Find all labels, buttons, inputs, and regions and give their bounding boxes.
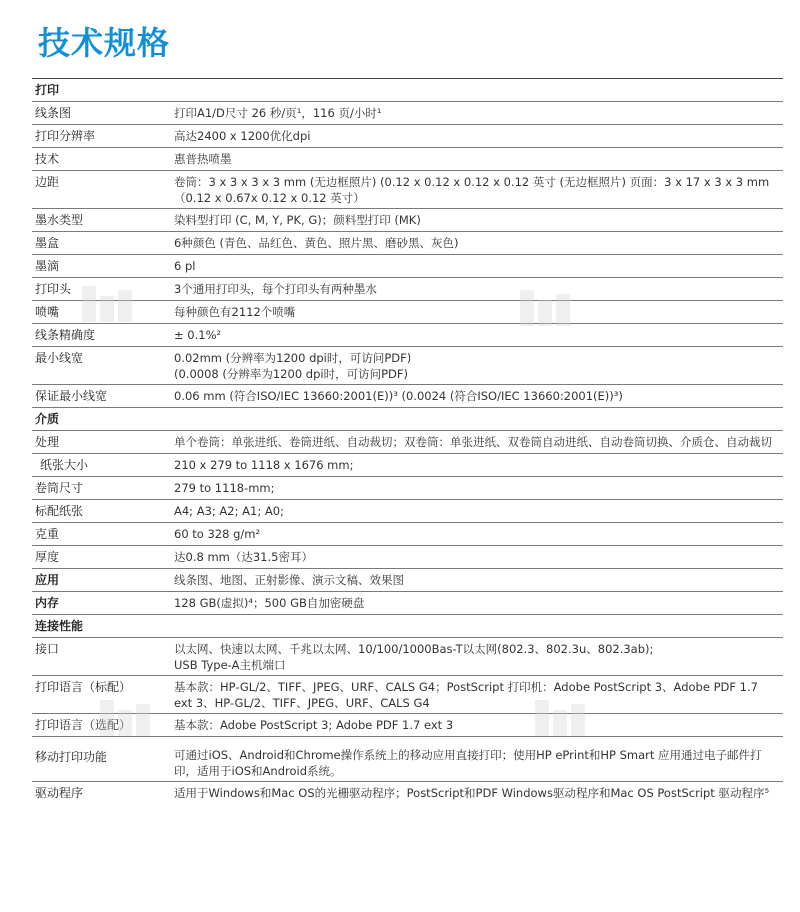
spec-value: 0.02mm (分辨率为1200 dpi时，可访问PDF) (0.0008 (分辨率为1200 dpi时，可访问PDF) — [174, 351, 412, 381]
spec-value: 6 pl — [174, 259, 196, 273]
spec-value: 适用于Windows和Mac OS的光栅驱动程序；PostScript和PDF Windows驱动程序和Mac OS PostScript 驱动程序⁵ — [174, 786, 770, 800]
spec-label: 接口 — [35, 642, 60, 656]
spec-value: 6种颜色 (青色、品红色、黄色、照片黑、磨砂黑、灰色) — [174, 236, 459, 250]
spec-row — [32, 102, 783, 125]
spec-label: 驱动程序 — [35, 786, 84, 800]
spec-label: 打印语言（标配） — [35, 680, 132, 694]
spec-value: 以太网、快速以太网、千兆以太网、10/100/1000Bas-T以太网(802.3、802.3u、802.3ab); USB Type-A主机端口 — [174, 642, 654, 672]
section-row — [32, 569, 783, 592]
spec-value: 基本款：Adobe PostScript 3; Adobe PDF 1.7 ext 3 — [174, 718, 454, 732]
spec-label: 厚度 — [35, 550, 60, 564]
spec-value: 279 to 1118-mm; — [174, 481, 275, 495]
spec-table — [32, 78, 783, 805]
section-label: 连接性能 — [35, 619, 84, 633]
spec-row — [32, 523, 783, 546]
spec-label: 打印头 — [35, 282, 72, 296]
spec-row — [32, 676, 783, 714]
spec-row — [32, 209, 783, 232]
spec-row — [32, 255, 783, 278]
spec-label: 墨水类型 — [35, 213, 84, 227]
spec-label: 线条图 — [35, 106, 72, 120]
section-row — [32, 408, 783, 431]
spec-row — [32, 232, 783, 255]
spec-value: 染料型打印 (C, M, Y, PK, G)；颜料型打印 (MK) — [174, 213, 421, 227]
spec-value: 3个通用打印头，每个打印头有两种墨水 — [174, 282, 377, 296]
spec-row — [32, 301, 783, 324]
spec-row — [32, 477, 783, 500]
spec-value: 达0.8 mm（达31.5密耳） — [174, 550, 313, 564]
spec-label: 打印分辨率 — [35, 129, 96, 143]
spec-value: 基本款：HP-GL/2、TIFF、JPEG、URF、CALS G4；PostScript 打印机：Adobe PostScript 3、Adobe PDF 1.7 ext 3、HP-GL/2、TIFF、JPEG、URF、CALS G4 — [174, 680, 758, 710]
spec-value: 惠普热喷墨 — [174, 152, 232, 166]
spec-label: 处理 — [35, 435, 60, 449]
spec-value — [172, 615, 783, 637]
section-row — [32, 592, 783, 615]
spec-label: 标配纸张 — [35, 504, 84, 518]
section-label: 打印 — [35, 83, 60, 97]
spec-row — [32, 782, 783, 805]
spec-row — [32, 454, 783, 477]
spec-label: 技术 — [35, 152, 60, 166]
spec-label: 保证最小线宽 — [35, 389, 108, 403]
spec-label: 墨盒 — [35, 236, 60, 250]
spec-row — [32, 638, 783, 676]
spec-row — [32, 714, 783, 737]
spec-row — [32, 500, 783, 523]
spec-label: 最小线宽 — [35, 351, 84, 365]
spec-row — [32, 148, 783, 171]
spec-row — [32, 324, 783, 347]
page-title: 技术规格 — [38, 24, 171, 62]
spec-value — [172, 408, 783, 430]
spec-row — [32, 431, 783, 454]
spec-row — [32, 171, 783, 209]
section-label: 介质 — [35, 412, 60, 426]
spec-value: 单个卷筒：单张进纸、卷筒进纸、自动裁切；双卷筒：单张进纸、双卷筒自动进纸、自动卷筒切换、介质仓、自动裁切 — [174, 435, 772, 449]
spec-value: 每种颜色有2112个喷嘴 — [174, 305, 296, 319]
spec-label: 边距 — [35, 175, 60, 189]
spec-value: 线条图、地图、正射影像、演示文稿、效果图 — [174, 573, 404, 587]
section-row — [32, 79, 783, 102]
spec-row — [32, 737, 783, 782]
section-label: 应用 — [35, 573, 60, 587]
spec-label: 移动打印功能 — [35, 750, 108, 764]
spec-value: 卷筒：3 x 3 x 3 x 3 mm (无边框照片) (0.12 x 0.12 x 0.12 x 0.12 英寸 (无边框照片) 页面：3 x 17 x 3 x 3 mm（0.12 x 0.67x 0.12 x 0.12 英寸） — [174, 175, 770, 205]
spec-row — [32, 546, 783, 569]
spec-row — [32, 385, 783, 408]
spec-value: 128 GB(虚拟)⁴；500 GB自加密硬盘 — [174, 596, 365, 610]
spec-value: 60 to 328 g/m² — [174, 527, 261, 541]
spec-value — [172, 79, 783, 101]
spec-label: 喷嘴 — [35, 305, 60, 319]
spec-value: 0.06 mm (符合ISO/IEC 13660:2001(E))³ (0.0024 (符合ISO/IEC 13660:2001(E))³) — [174, 389, 623, 403]
spec-row — [32, 278, 783, 301]
spec-row — [32, 347, 783, 385]
spec-value: 210 x 279 to 1118 x 1676 mm; — [174, 458, 354, 472]
section-label: 内存 — [35, 596, 60, 610]
spec-label: 克重 — [35, 527, 60, 541]
spec-label: 墨滴 — [35, 259, 60, 273]
spec-value: 高达2400 x 1200优化dpi — [174, 129, 311, 143]
spec-label: 打印语言（选配） — [35, 718, 132, 732]
spec-row — [32, 125, 783, 148]
spec-label: 卷筒尺寸 — [35, 481, 84, 495]
spec-value: ± 0.1%² — [174, 328, 222, 342]
spec-label: 纸张大小 — [40, 458, 89, 472]
spec-label: 线条精确度 — [35, 328, 96, 342]
spec-value: A4; A3; A2; A1; A0; — [174, 504, 284, 518]
spec-value: 可通过iOS、Android和Chrome操作系统上的移动应用直接打印；使用HP ePrint和HP Smart 应用通过电子邮件打印，适用于iOS和Android系统。 — [174, 748, 762, 778]
spec-value: 打印A1/D尺寸 26 秒/页¹，116 页/小时¹ — [174, 106, 382, 120]
section-row — [32, 615, 783, 638]
